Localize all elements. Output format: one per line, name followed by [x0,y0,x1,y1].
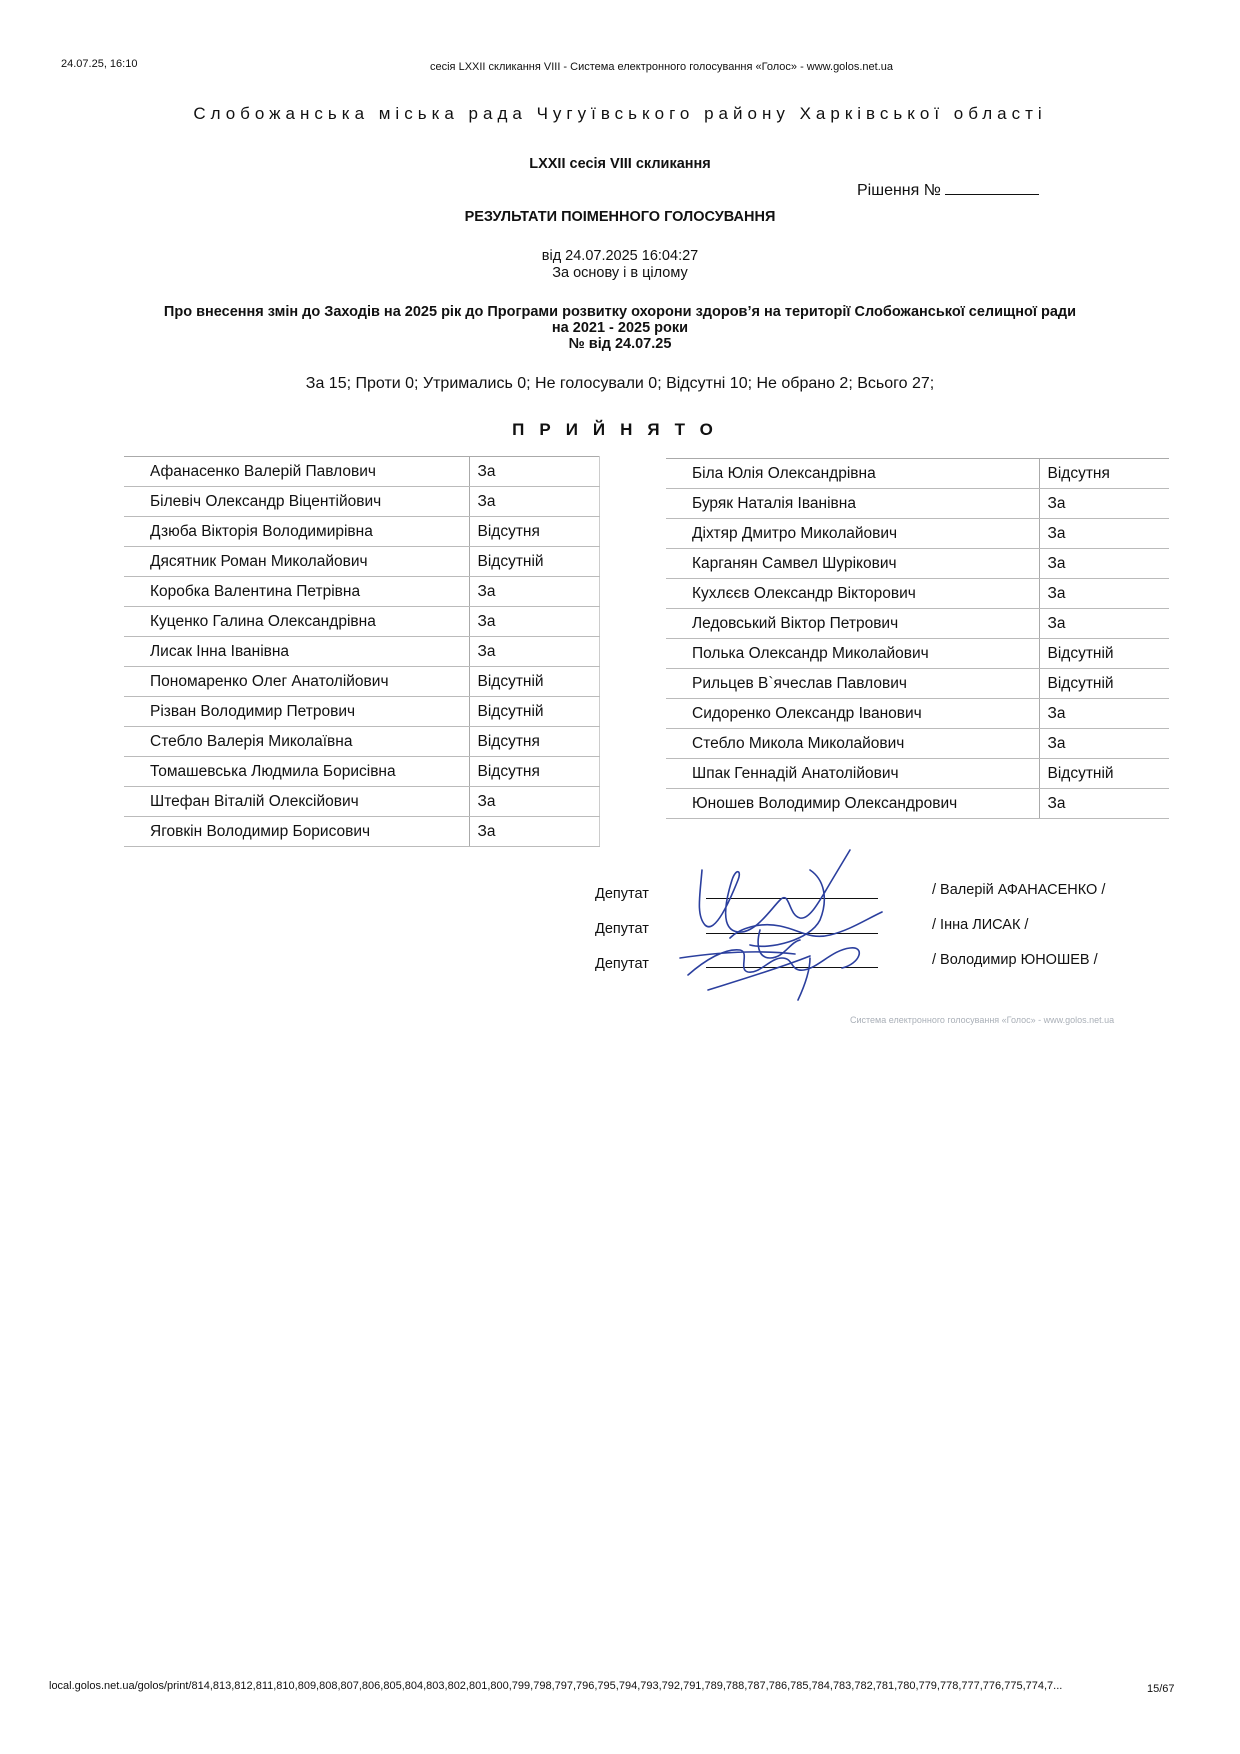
table-row [124,787,599,817]
deputy-name: Штефан Віталій Олексійович [124,787,469,817]
deputy-name: Рильцев В`ячеслав Павлович [666,669,1039,699]
deputy-name: Полька Олександр Миколайович [666,639,1039,669]
document-heading: РЕЗУЛЬТАТИ ПОІМЕННОГО ГОЛОСУВАННЯ [464,209,776,225]
votes-table-left [124,456,600,847]
decision-number-blank [945,180,1039,195]
table-row [666,489,1169,519]
deputy-vote: За [1039,549,1169,579]
deputy-vote: За [469,637,599,667]
deputy-vote: Відсутній [469,697,599,727]
deputy-vote: Відсутній [1039,639,1169,669]
table-row [124,577,599,607]
deputy-vote: Відсутня [469,517,599,547]
table-row [124,667,599,697]
signature-stroke-3 [680,948,859,1000]
print-header-title: сесія LXXII скликання VIII - Система електронного голосування «Голос» - www.golos.net.ua [430,61,894,73]
deputy-name: Куценко Галина Олександрівна [124,607,469,637]
table-row [666,519,1169,549]
deputy-name: Кухлєєв Олександр Вікторович [666,579,1039,609]
deputy-name: Стебло Микола Миколайович [666,729,1039,759]
deputy-vote: За [1039,729,1169,759]
print-footer-url: local.golos.net.ua/golos/print/814,813,812,811,810,809,808,807,806,805,804,803,802,801,800,799,798,797,796,795,794,793,792,791,789,788,787,786,785,784,783,782,781,780,779,778,777,776,775,774,7... [49,1680,1063,1692]
deputy-name: Діхтяр Дмитро Миколайович [666,519,1039,549]
table-row [666,609,1169,639]
table-row [124,697,599,727]
decision-label: Рішення № [857,182,941,199]
signature-name-1: / Валерій АФАНАСЕНКО / [932,882,1106,898]
signature-ink [680,850,882,1000]
table-row [666,459,1169,489]
deputy-vote: За [469,487,599,517]
table-row [666,549,1169,579]
deputy-vote: Відсутня [469,727,599,757]
table-row [666,669,1169,699]
signature-label-3: Депутат [595,956,649,972]
deputy-name: Різван Володимир Петрович [124,697,469,727]
subject-line-1: Про внесення змін до Заходів на 2025 рік до Програми розвитку охорони здоров’я на території Слобожанської селищної ради [163,304,1077,320]
deputy-name: Коробка Валентина Петрівна [124,577,469,607]
signature-name-2: / Інна ЛИСАК / [932,917,1029,933]
deputy-name: Юношев Володимир Олександрович [666,789,1039,819]
deputy-vote: За [469,457,599,487]
deputy-name: Лисак Інна Іванівна [124,637,469,667]
deputy-name: Стебло Валерія Миколаївна [124,727,469,757]
deputy-vote: За [469,787,599,817]
table-row [666,639,1169,669]
deputy-vote: За [1039,579,1169,609]
deputy-vote: Відсутній [1039,759,1169,789]
deputy-vote: Відсутній [469,547,599,577]
votes-table-right [666,458,1169,819]
deputy-name: Афанасенко Валерій Павлович [124,457,469,487]
subject-line-3: № від 24.07.25 [568,336,672,352]
vote-summary: За 15; Проти 0; Утримались 0; Не голосували 0; Відсутні 10; Не обрано 2; Всього 27; [305,375,935,392]
subject-line-2: на 2021 - 2025 роки [551,320,689,336]
deputy-vote: Відсутня [1039,459,1169,489]
table-row [124,757,599,787]
page-number: 15/67 [1147,1683,1175,1695]
handwritten-signatures [660,840,910,1020]
table-row [124,607,599,637]
deputy-name: Томашевська Людмила Борисівна [124,757,469,787]
deputy-name: Дясятник Роман Миколайович [124,547,469,577]
system-watermark: Система електронного голосування «Голос» - www.golos.net.ua [850,1015,1115,1025]
vote-result: ПРИЙНЯТО [512,420,728,439]
table-row [666,789,1169,819]
vote-date: від 24.07.2025 16:04:27 [541,248,699,264]
table-row [124,727,599,757]
session-title: LXXII сесія VIII скликання [529,156,711,172]
vote-basis: За основу і в цілому [552,265,688,281]
signature-label-1: Депутат [595,886,649,902]
signature-label-2: Депутат [595,921,649,937]
table-row [124,637,599,667]
table-row [666,699,1169,729]
decision-number [857,180,1039,200]
deputy-vote: За [1039,699,1169,729]
deputy-name: Яговкін Володимир Борисович [124,817,469,847]
deputy-vote: За [469,817,599,847]
deputy-vote: За [1039,489,1169,519]
deputy-vote: Відсутня [469,757,599,787]
print-timestamp: 24.07.25, 16:10 [61,58,138,70]
deputy-vote: За [469,577,599,607]
table-row [124,817,599,847]
deputy-name: Пономаренко Олег Анатолійович [124,667,469,697]
deputy-name: Біла Юлія Олександрівна [666,459,1039,489]
deputy-name: Дзюба Вікторія Володимирівна [124,517,469,547]
deputy-name: Шпак Геннадій Анатолійович [666,759,1039,789]
deputy-vote: За [469,607,599,637]
deputy-name: Ледовський Віктор Петрович [666,609,1039,639]
table-row [666,759,1169,789]
table-row [124,547,599,577]
deputy-name: Карганян Самвел Шурікович [666,549,1039,579]
table-row [124,517,599,547]
deputy-name: Білевіч Олександр Віцентійович [124,487,469,517]
council-title: Слобожанська міська рада Чугуївського району Харківської області [193,104,1047,123]
table-row [124,457,599,487]
deputy-name: Буряк Наталія Іванівна [666,489,1039,519]
deputy-vote: За [1039,789,1169,819]
table-row [124,487,599,517]
deputy-vote: За [1039,519,1169,549]
table-row [666,579,1169,609]
table-row [666,729,1169,759]
deputy-vote: За [1039,609,1169,639]
deputy-name: Сидоренко Олександр Іванович [666,699,1039,729]
deputy-vote: Відсутній [469,667,599,697]
signature-name-3: / Володимир ЮНОШЕВ / [932,952,1098,968]
signature-stroke-1 [699,850,850,946]
deputy-vote: Відсутній [1039,669,1169,699]
